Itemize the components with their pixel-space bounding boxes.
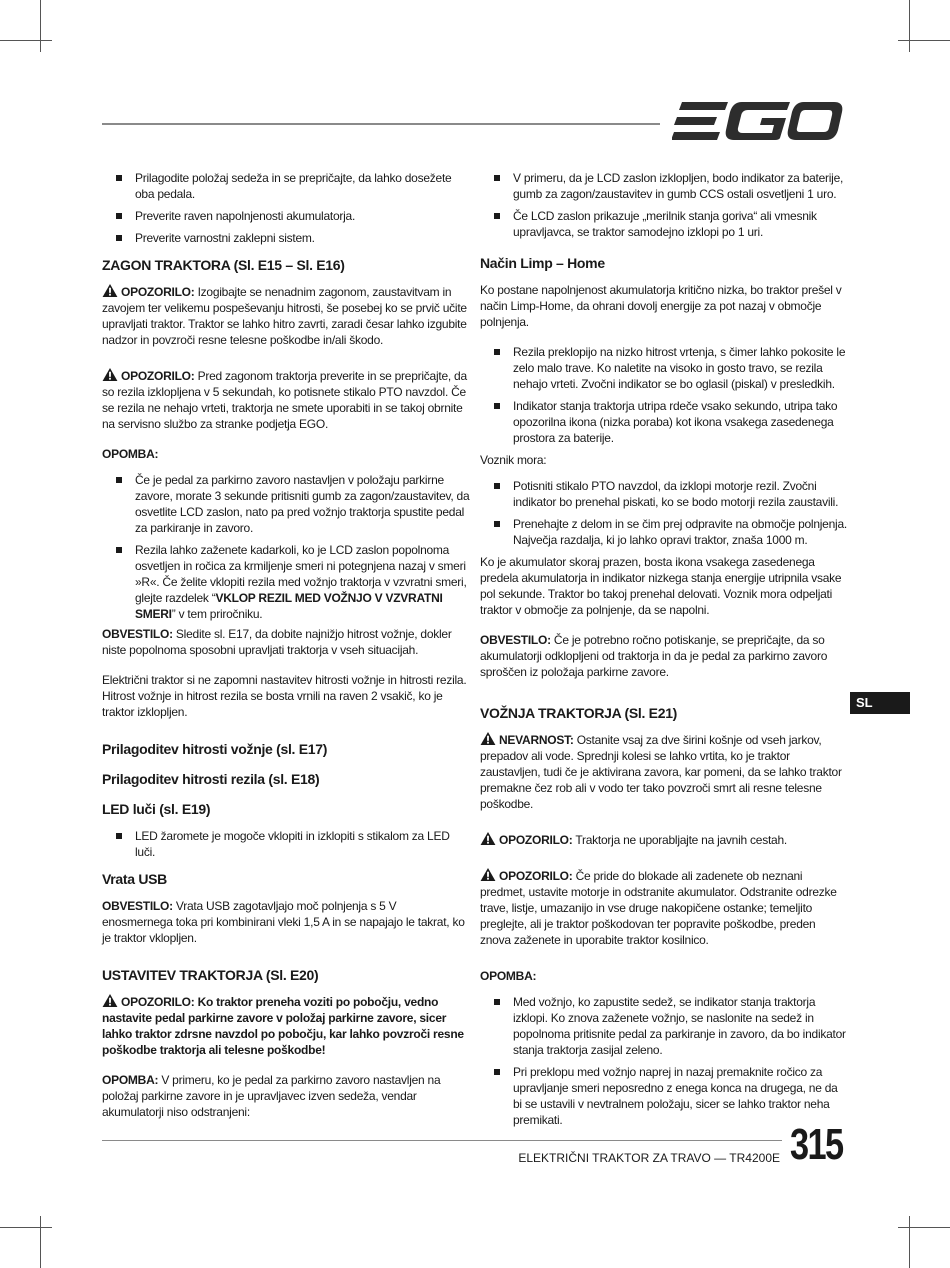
list-item: Med vožnjo, ko zapustite sedež, se indikator stanja traktorja izklopi. Ko znova zaženete vožnjo, se naslonite na sedež in popolnoma pritisnite pedal za parkiranje in zavoro, da bo indikator stanja traktorja zasijal zeleno. <box>480 994 848 1058</box>
lcd-list <box>480 170 848 240</box>
notice-label: OBVESTILO: <box>102 899 173 913</box>
list-item-text: Rezila lahko zaženete kadarkoli, ko je LCD zaslon popolnoma osvetljen in ročica za krmiljenje smeri ni potegnjena nazaj v smeri »R«. Če želite vklopiti rezila med vožnjo traktorja v vzvratni smeri, glejte razdelek “ <box>135 543 467 605</box>
header-rule <box>102 123 660 125</box>
footer-title: ELEKTRIČNI TRAKTOR ZA TRAVO — TR4200E <box>518 1151 780 1165</box>
led-list <box>102 828 470 860</box>
list-item: Če je pedal za parkirno zavoro nastavljen v položaju parkirne zavore, morate 3 sekunde pritisniti gumb za zagon/zaustavitev, da osvetlite LCD zaslon, nato pa pred vožnjo traktorja spustite pedal za parkiranje in zavoro. <box>102 472 470 536</box>
left-column <box>102 170 470 1134</box>
notice-text: Sledite sl. E17, da dobite najnižjo hitrost vožnje, dokler niste popolnoma sposobni upravljati traktorja v vseh situacijah. <box>102 627 452 657</box>
heading-blade-speed: Prilagoditev hitrosti rezila (sl. E18) <box>102 771 320 787</box>
limp-list <box>480 344 848 446</box>
warning-label: OPOZORILO: <box>121 369 195 383</box>
notice-text: Če je potrebno ročno potiskanje, se prepričajte, da so akumulatorji odklopljeni od traktorja in da je pedal za parkirno zavoro sproščen iz položaja parkirne zavore. <box>480 633 828 679</box>
danger-label: NEVARNOST: <box>499 733 574 747</box>
warning-triangle-icon <box>102 284 118 297</box>
warning-label: OPOZORILO: <box>499 869 573 883</box>
usb-paragraph <box>102 898 470 946</box>
warning-paragraph <box>102 994 470 1058</box>
body-paragraph: Ko postane napolnjenost akumulatorja kritično nizka, bo traktor prešel v način Limp-Home, da ohrani dovolj energije za pot nazaj v območje polnjenja. <box>480 283 842 329</box>
footer-rule <box>102 1140 782 1141</box>
crop-mark <box>0 1227 52 1228</box>
crop-mark <box>40 1216 41 1268</box>
body-paragraph: Voznik mora: <box>480 453 547 467</box>
body-paragraph: Ko je akumulator skoraj prazen, bosta ikona vsakega zasedenega predela akumulatorja in indikator nizkega stanja energije utripnila vsake pol sekunde. Traktor bo takoj prenehal delovati. Voznik mora odpeljati traktor v območje za polnjenje, da se napolni. <box>480 555 842 617</box>
crop-mark <box>40 0 41 52</box>
warning-paragraph <box>102 368 470 432</box>
heading-usb: Vrata USB <box>102 871 167 887</box>
warning-label: OPOZORILO: <box>499 833 573 847</box>
warning-text: Ko traktor preneha voziti po pobočju, vedno nastavite pedal parkirne zavore v položaj parkirne zavore, sicer lahko traktor zdrsne navzdol po pobočju, kar lahko povzroči resne poškodbe traktorja ali telesne poškodbe! <box>102 995 464 1057</box>
page-number: 315 <box>790 1120 843 1169</box>
list-item: V primeru, da je LCD zaslon izklopljen, bodo indikator za baterije, gumb za zagon/zaustavitev in gumb CCS ostali osvetljeni 1 uro. <box>480 170 848 202</box>
warning-text: Če pride do blokade ali zadenete ob neznani predmet, ustavite motorje in odstranite akumulator. Odstranite odrezke trave, listje, umazanijo in vse druge nakopičene ostanke; temeljito preglejte, ali je traktor poškodovan ter popravite poškodbe, preden znova zaženete in uporabite traktor kosilnico. <box>480 869 837 947</box>
list-item: Prilagodite položaj sedeža in se prepričajte, da lahko dosežete oba pedala. <box>102 170 470 202</box>
note-heading: OPOMBA: <box>480 969 537 983</box>
heading-led: LED luči (sl. E19) <box>102 801 211 817</box>
warning-triangle-icon <box>102 994 118 1007</box>
warning-triangle-icon <box>480 868 496 881</box>
heading-drive-speed: Prilagoditev hitrosti vožnje (sl. E17) <box>102 741 328 757</box>
warning-label: OPOZORILO: <box>121 285 195 299</box>
list-item-text: ” v tem priročniku. <box>171 607 263 621</box>
list-item: Če LCD zaslon prikazuje „merilnik stanja goriva“ ali vmesnik upravljavca, se traktor samodejno izklopi po 1 uri. <box>480 208 848 240</box>
list-item: Prenehajte z delom in se čim prej odpravite na območje polnjenja. Največja razdalja, ki jo lahko opravi traktor, znaša 1000 m. <box>480 516 848 548</box>
language-tab: SL <box>850 692 910 714</box>
list-item: Rezila preklopijo na nizko hitrost vrtenja, s čimer lahko pokosite le zelo malo trave. Ko naletite na visoko in gosto travo, se rezila nehajo vrteti. Zvočni indikator se bo oglasil (piskal) v presledkih. <box>480 344 848 392</box>
crop-mark <box>898 40 950 41</box>
note-label: OPOMBA: <box>102 1073 159 1087</box>
note-heading: OPOMBA: <box>102 447 159 461</box>
note-list <box>102 472 470 622</box>
list-item: Preverite raven napolnjenosti akumulatorja. <box>102 208 470 224</box>
danger-paragraph <box>480 732 848 812</box>
notice-text: Vrata USB zagotavljajo moč polnjenja s 5 V enosmernega toka pri kombinirani vleki 1,5 A in se napajajo le takrat, ko je traktor vklopljen. <box>102 899 465 945</box>
warning-paragraph <box>102 284 470 348</box>
warning-triangle-icon <box>480 832 496 845</box>
driver-list <box>480 478 848 548</box>
heading-voznja-traktorja: VOŽNJA TRAKTORJA (Sl. E21) <box>480 705 678 721</box>
note-paragraph <box>102 1072 470 1120</box>
warning-triangle-icon <box>102 368 118 381</box>
heading-zagon: ZAGON TRAKTORA (Sl. E15 – Sl. E16) <box>102 257 345 273</box>
right-column <box>480 170 848 1138</box>
list-item: Preverite varnostni zaklepni sistem. <box>102 230 470 246</box>
warning-text: Traktorja ne uporabljajte na javnih cestah. <box>572 833 787 847</box>
ego-logo <box>672 100 844 144</box>
note-text: V primeru, ko je pedal za parkirno zavoro nastavljen na položaj parkirne zavore in je upravljavec izven sedeža, vendar akumulatorji niso odstranjeni: <box>102 1073 441 1119</box>
list-item-reference: VKLOP REZIL MED VOŽNJO V VZVRATNI SMERI <box>135 591 443 621</box>
warning-paragraph <box>480 832 848 848</box>
crop-mark <box>898 1227 950 1228</box>
warning-label: OPOZORILO: <box>121 995 195 1009</box>
crop-mark <box>909 0 910 52</box>
notice-label: OBVESTILO: <box>102 627 173 641</box>
body-paragraph: Električni traktor si ne zapomni nastavitev hitrosti vožnje in hitrosti rezila. Hitrost vožnje in hitrost rezila se bosta vrnili na raven 2 vsakič, ko je traktor izklopljen. <box>102 673 467 719</box>
heading-ustavitev: USTAVITEV TRAKTORJA (Sl. E20) <box>102 967 319 983</box>
warning-triangle-icon <box>480 732 496 745</box>
prep-list <box>102 170 470 246</box>
notice-paragraph <box>480 632 848 680</box>
list-item: LED žaromete je mogoče vklopiti in izklopiti s stikalom za LED luči. <box>102 828 470 860</box>
warning-text: Izogibajte se nenadnim zagonom, zaustavitvam in zavojem ter velikemu pospeševanju hitrosti, še posebej ko se prvič učite upravljati traktor. Traktor se lahko hitro zavrti, zaradi česar lahko izgubite nadzor in povzroči resne telesne poškodbe in/ali škodo. <box>102 285 467 347</box>
note-list <box>480 994 848 1128</box>
list-item: Potisniti stikalo PTO navzdol, da izklopi motorje rezil. Zvočni indikator bo prenehal piskati, ko se bodo motorji rezila zaustavili. <box>480 478 848 510</box>
notice-label: OBVESTILO: <box>480 633 551 647</box>
notice-paragraph <box>102 626 470 658</box>
crop-mark <box>909 1216 910 1268</box>
danger-text: Ostanite vsaj za dve širini košnje od vseh jarkov, prepadov ali vode. Sprednji kolesi se lahko vrtita, ko je traktor zaustavljen, tudi če je aktivirana zavora, kar pomeni, da se lahko traktor premakne čez rob ali v vodo ter tako povzroči smrt ali resne telesne poškodbe. <box>480 733 842 811</box>
warning-text: Pred zagonom traktorja preverite in se prepričajte, da so rezila izklopljena v 5 sekundah, ko potisnete stikalo PTO navzdol. Če se rezila ne nehajo vrteti, traktorja ne smete uporabiti in se takoj obrnite na servisno službo za stranke podjetja EGO. <box>102 369 467 431</box>
heading-limp-home: Način Limp – Home <box>480 255 605 271</box>
list-item: Indikator stanja traktorja utripa rdeče vsako sekundo, utripa tako opozorilna ikona (nizka poraba) kot ikona vsakega zasedenega prostora za baterije. <box>480 398 848 446</box>
list-item: Pri preklopu med vožnjo naprej in nazaj premaknite ročico za upravljanje smeri neposredno z enega konca na drugega, ne da bi se ustavili v nevtralnem položaju, sicer se lahko traktor neha premikati. <box>480 1064 848 1128</box>
crop-mark <box>0 40 52 41</box>
list-item <box>102 542 470 622</box>
warning-paragraph <box>480 868 848 948</box>
